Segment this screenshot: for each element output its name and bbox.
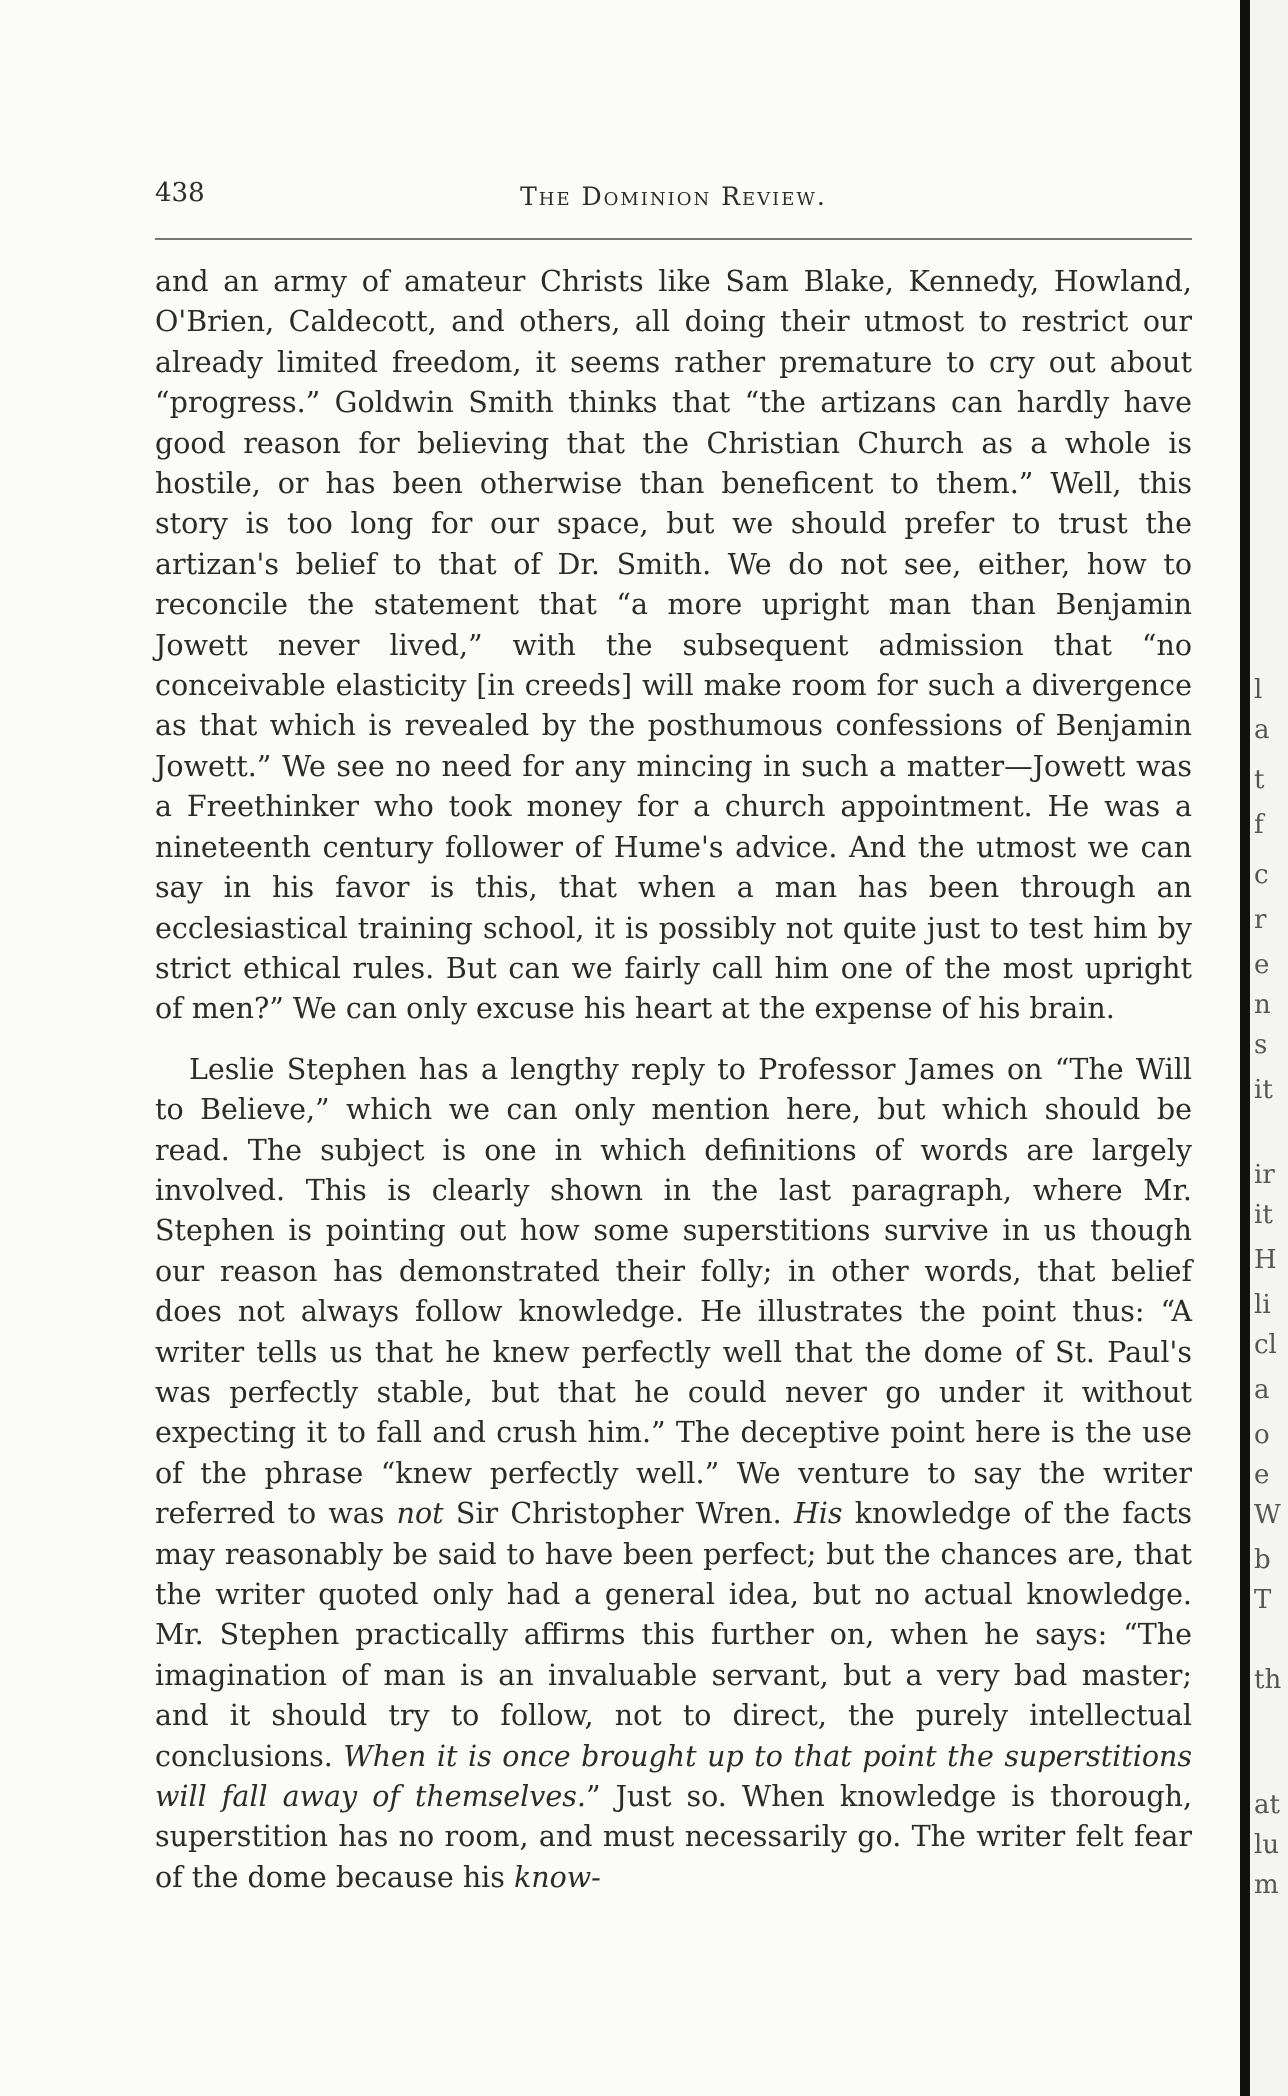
text-run: Sir Christopher Wren.: [443, 1497, 794, 1531]
page-body: [155, 262, 1192, 1898]
text-run: knowledge of the facts may reasonably be said to have been perfect; but the chances are, that the writer quoted only had a general idea, but no actual knowledge. Mr. Stephen practically affirms this further on, when he says: “The imagination of man is an invaluable servant, but a very bad master; and it should try to follow, not to direct, the purely intellectual conclusions.: [155, 1497, 1192, 1773]
paragraph: [155, 262, 1192, 1030]
text-run: and an army of amateur Christs like Sam Blake, Kennedy, Howland, O'Brien, Caldecott, and others, all doing their utmost to restrict our already limited freedom, it seems rather premature to cry out about “progress.” Goldwin Smith thinks that “the artizans can hardly have good reason for believing that the Christian Church as a whole is hostile, or has been otherwise than beneficent to them.” Well, this story is too long for our space, but we should prefer to trust the artizan's belief to that of Dr. Smith. We do not see, either, how to reconcile the statement that “a more upright man than Benjamin Jowett never lived,” with the subsequent admission that “no conceivable elasticity [in creeds] will make room for such a divergence as that which is revealed by the posthumous confessions of Benjamin Jowett.” We see no need for any mincing in such a matter—Jowett was a Freethinker who took money for a church appointment. He was a nineteenth century follower of Hume's advice. And the utmost we can say in his favor is this, that when a man has been through an ecclesiastical training school, it is possibly not quite just to test him by strict ethical rules. But can we fairly call him one of the most upright of men?” We can only excuse his heart at the expense of his brain.: [155, 265, 1192, 1026]
paragraph: [155, 1050, 1192, 1899]
header-rule: [155, 238, 1192, 240]
italic-text: know-: [513, 1860, 601, 1894]
italic-text: When it is once brought up to that point the superstitions will fall away of themselves.: [155, 1739, 1193, 1814]
italic-text: not: [396, 1497, 444, 1531]
italic-text: His: [793, 1497, 843, 1531]
page-header: [155, 178, 1192, 218]
text-run: ” Just so. When knowledge is thorough, superstition has no room, and must necessarily go. The writer felt fear of the dome because his: [155, 1780, 1193, 1894]
adjacent-page-edge: l a t f c r e n s it ir it H li cl a o e W b T th at lu m: [1250, 0, 1288, 2096]
running-title: The Dominion Review.: [520, 182, 827, 211]
book-gutter: [1240, 0, 1250, 2096]
text-run: Leslie Stephen has a lengthy reply to Professor James on “The Will to Believe,” which we can only mention here, but which should be read. The subject is one in which definitions of words are largely involved. This is clearly shown in the last paragraph, where Mr. Stephen is pointing out how some superstitions survive in us though our reason has demonstrated their folly; in other words, that belief does not always follow knowledge. He illustrates the point thus: “A writer tells us that he knew perfectly well that the dome of St. Paul's was perfectly stable, but that he could never go under it without expecting it to fall and crush him.” The deceptive point here is the use of the phrase “knew perfectly well.” We venture to say the writer referred to was: [155, 1052, 1192, 1531]
page-number: 438: [155, 178, 205, 208]
